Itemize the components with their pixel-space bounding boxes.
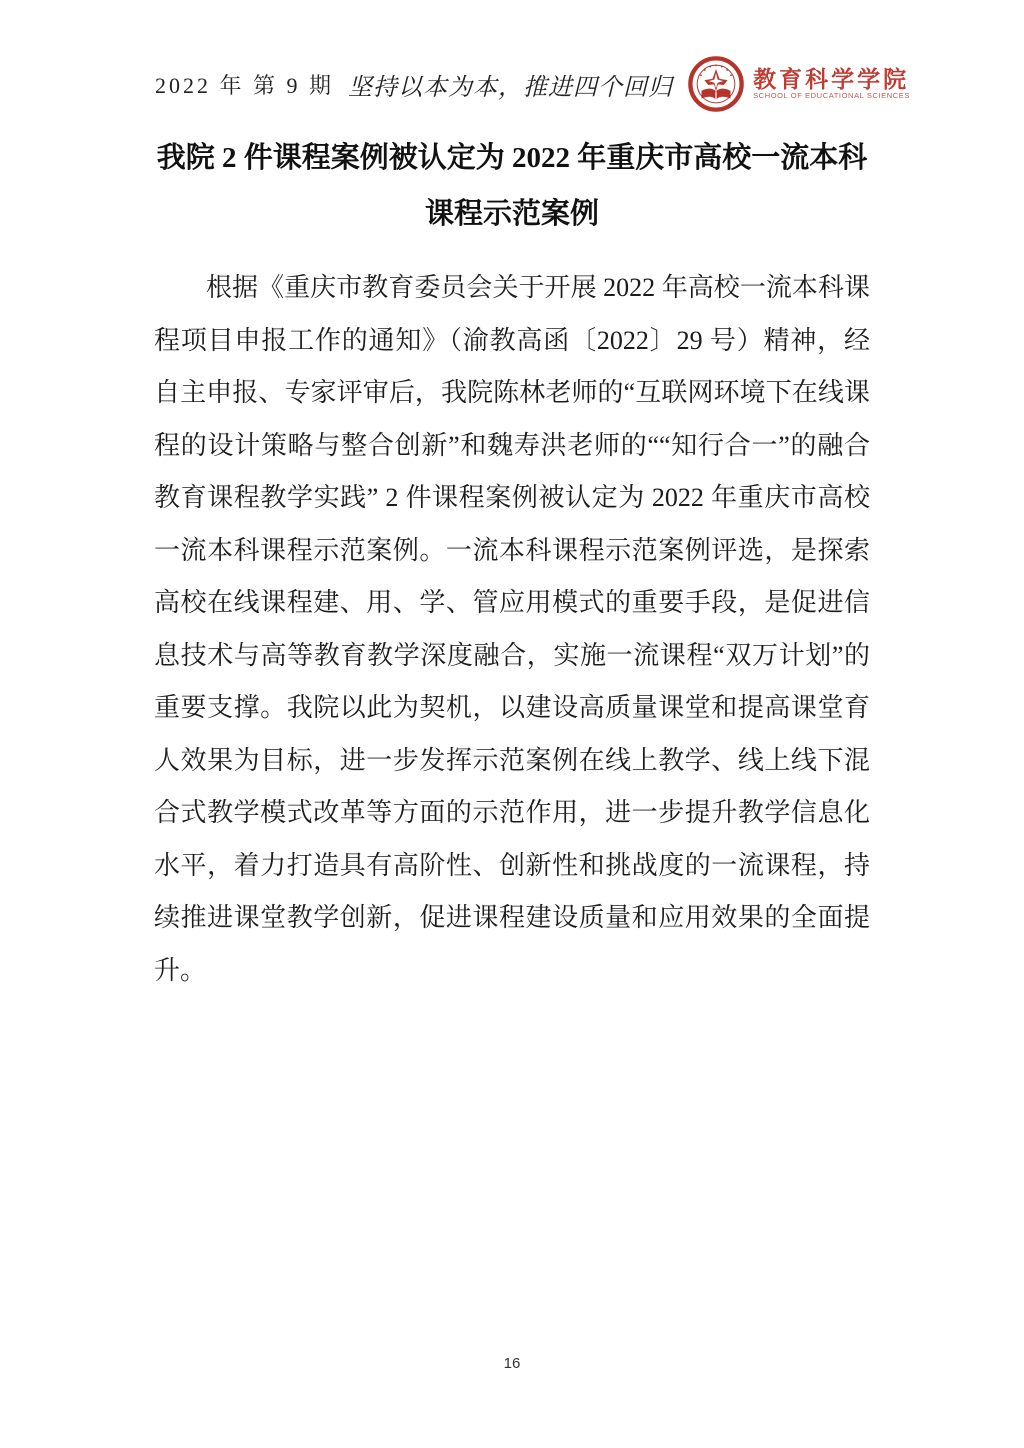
- article-body: 根据《重庆市教育委员会关于开展 2022 年高校一流本科课程项目申报工作的通知》（渝教高函〔2022〕29 号）精神，经自主申报、专家评审后，我院陈林老师的“互联网环境下在线课程的设计策略与整合创新”和魏寿洪老师的““知行合一”的融合教育课程教学实践” 2 件课程案例被认定为 2022 年重庆市高校一流本科课程示范案例。一流本科课程示范案例评选，是探索高校在线课程建、用、学、管应用模式的重要手段，是促进信息技术与高等教育教学深度融合，实施一流课程“双万计划”的重要支撑。我院以此为契机，以建设高质量课堂和提高课堂育人效果为目标，进一步发挥示范案例在线上教学、线上线下混合式教学模式改革等方面的示范作用，进一步提升教学信息化水平，着力打造具有高阶性、创新性和挑战度的一流课程，持续推进课堂教学创新，促进课程建设质量和应用效果的全面提升。: [154, 273, 870, 985]
- article-title: 我院 2 件课程案例被认定为 2022 年重庆市高校一流本科课程示范案例: [156, 142, 868, 230]
- header-slogan: 坚持以本为本，推进四个回归: [348, 74, 674, 101]
- school-logo-text: [753, 68, 910, 100]
- school-name: 教育科学学院: [753, 66, 910, 92]
- page-header: [155, 52, 910, 116]
- issue-label: 2022 年 第 9 期: [155, 72, 335, 98]
- school-name-en: SCHOOL OF EDUCATIONAL SCIENCES: [753, 91, 910, 101]
- school-seal-icon: [687, 55, 745, 113]
- page-footer: [0, 1355, 1024, 1373]
- page-number: 16: [503, 1355, 521, 1372]
- school-logo: [687, 55, 910, 113]
